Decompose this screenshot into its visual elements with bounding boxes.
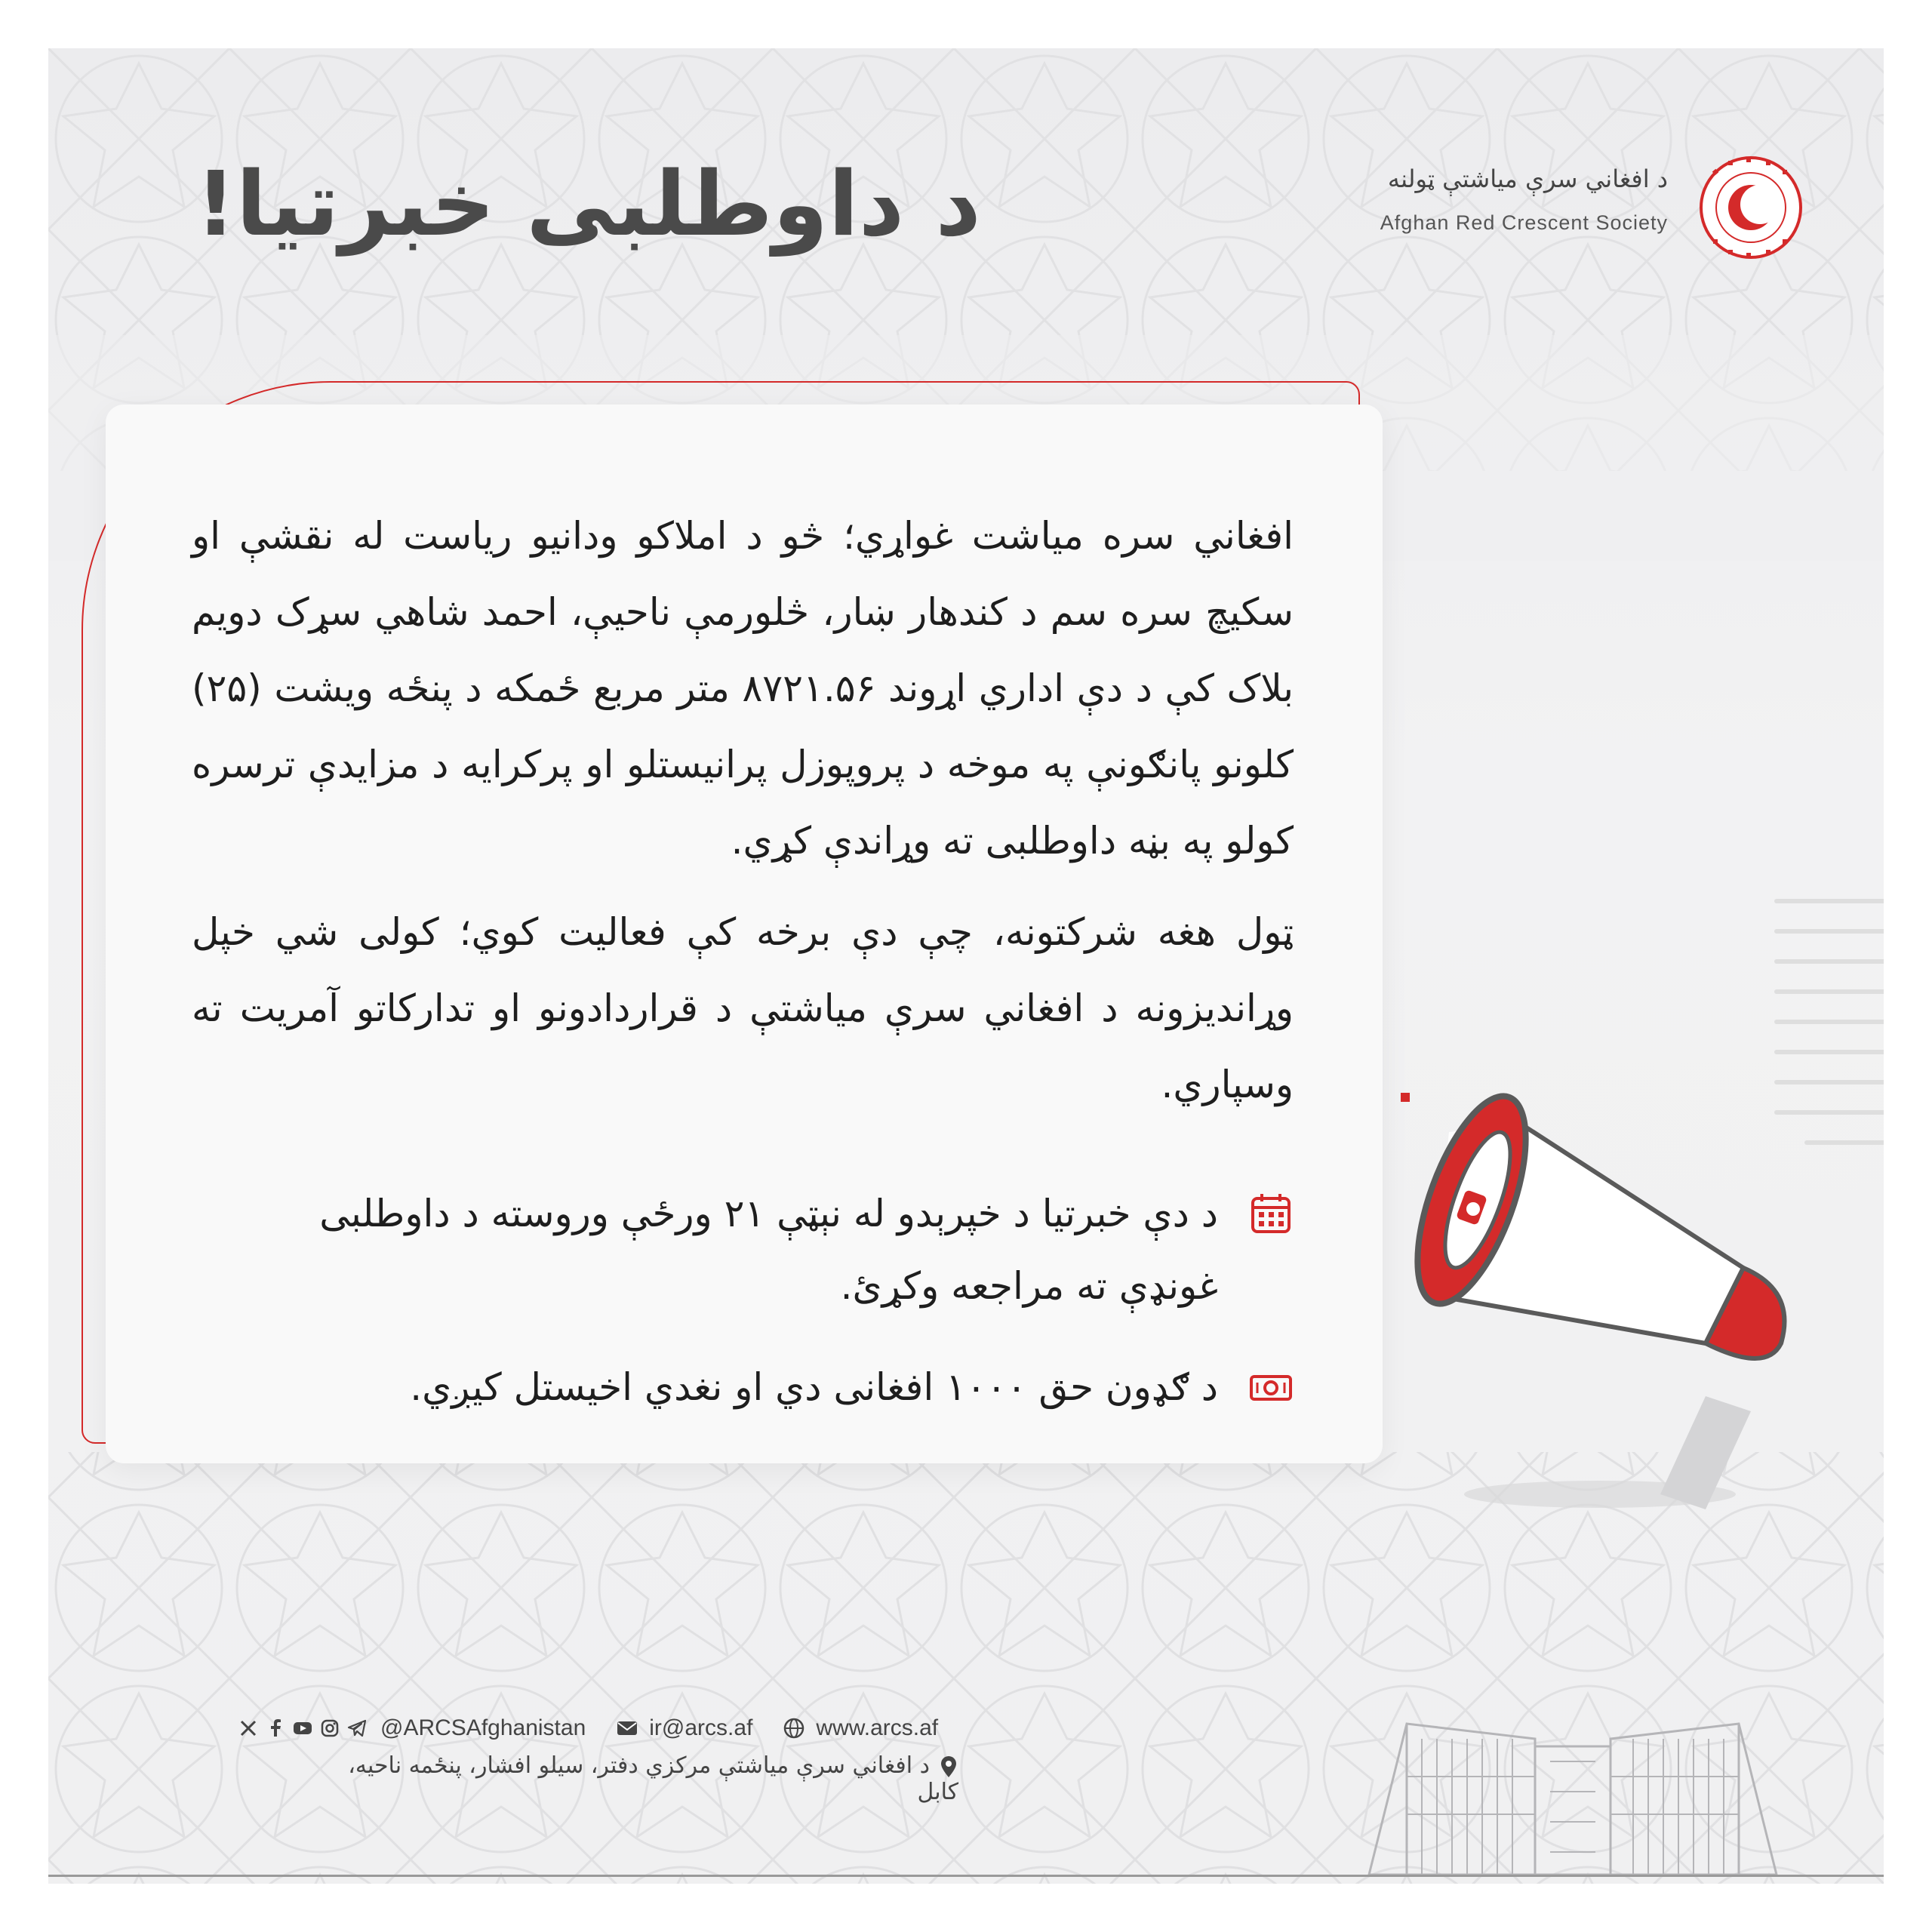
telegram-icon[interactable] [347, 1718, 367, 1738]
bullet-fee-text: د ګډون حق ۱۰۰۰ افغانی دي او نغدي اخیستل کیږي. [410, 1365, 1218, 1409]
social-handle[interactable]: @ARCSAfghanistan [380, 1715, 586, 1740]
megaphone-icon [1389, 1041, 1811, 1524]
social-icons [238, 1718, 367, 1738]
footer-baseline-divider [48, 1875, 1884, 1877]
org-name-english: Afghan Red Crescent Society [1380, 211, 1668, 234]
instagram-icon[interactable] [320, 1718, 340, 1738]
money-icon [1248, 1364, 1294, 1410]
website-group [783, 1715, 938, 1741]
address-text: د افغاني سرې میاشتې مرکزي دفتر، سیلو افشار، پنځمه ناحیه، کابل [348, 1752, 958, 1805]
logo-icon [1698, 155, 1804, 260]
bullet-deadline [192, 1177, 1294, 1322]
youtube-icon[interactable] [293, 1718, 312, 1738]
email-group [616, 1715, 752, 1741]
facebook-icon[interactable] [266, 1718, 285, 1738]
headquarters-building-illustration [1361, 1694, 1784, 1882]
social-group [238, 1715, 586, 1741]
location-pin-icon [939, 1755, 958, 1778]
footer-contacts [238, 1712, 968, 1745]
globe-icon [783, 1717, 805, 1740]
website-link[interactable]: www.arcs.af [816, 1715, 939, 1740]
page-title: د داوطلبی خبرتیا! [195, 152, 981, 256]
body-paragraph-1: افغاني سره میاشت غواړي؛ څو د املاکو ودانیو ریاست له نقشې او سکیچ سره سم د کندهار ښار، څلورمې ناحیې، احمد شاهي سړک دویم بلاک کې د دې اداري اړوند ۸۷۲۱.۵۶ متر مربع ځمکه د پنځه ویشت (۲۵) کلونو پانګونې په موخه د پروپوزل پرانیستلو او پرکرایه د مزایدې ترسره کولو په بڼه داوطلبی ته وړاندې کړي. [192, 514, 1294, 863]
envelope-icon [616, 1717, 638, 1740]
body-paragraph-2: ټول هغه شرکتونه، چې دې برخه کې فعالیت کوي؛ کولی شي خپل وړاندیزونه د افغاني سرې میاشتې د قراردادونو او تدارکاتو آمریت ته وسپاري. [192, 910, 1294, 1106]
email-link[interactable]: ir@arcs.af [649, 1715, 753, 1740]
red-crescent-logo [1698, 155, 1804, 263]
org-name-pashto: د افغاني سرې میاشتې ټولنه [1387, 165, 1668, 193]
footer-address [325, 1752, 958, 1805]
bullet-fee [192, 1351, 1294, 1423]
announcement-body [192, 498, 1294, 1138]
calendar-icon [1248, 1191, 1294, 1236]
bullet-deadline-text: د دې خبرتیا د خپرېدو له نېټې ۲۱ ورځې وروسته د داوطلبی غونډې ته مراجعه وکړئ. [319, 1192, 1218, 1308]
x-icon[interactable] [238, 1718, 258, 1738]
